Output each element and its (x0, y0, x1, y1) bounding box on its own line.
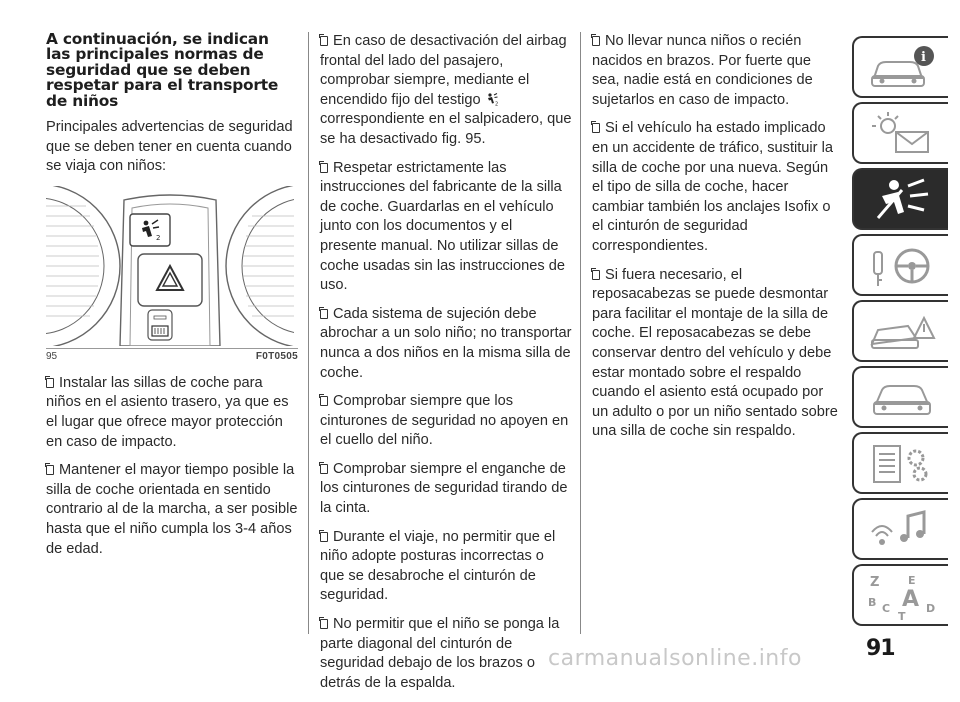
dashboard-figure (46, 186, 294, 346)
bullet-icon (320, 464, 328, 474)
bullet-icon (320, 36, 328, 46)
tab-specs[interactable] (852, 432, 948, 494)
list-item: Si fuera necesario, el reposacabezas se puede desmontar para facilitar el montaje de la silla de coche. El reposacabezas se debe conservar dentro del vehículo y debe estar montado sobre el respaldo cuando el asiento está ocupado por un adulto o por un niño sentado sobre una silla de coche sin respaldo. (592, 266, 838, 440)
intro-paragraph: Principales advertencias de seguridad que se deben tener en cuenta cuando se viaja con niños: (46, 119, 293, 175)
figure-caption (46, 348, 298, 363)
middle-column (320, 32, 572, 702)
svg-text:i: i (921, 50, 926, 65)
list-item: Durante el viaje, no permitir que el niño adopte posturas incorrectas o que se desabroche el cinturón de seguridad. (320, 528, 556, 604)
svg-text:T: T (898, 610, 906, 620)
bullet-icon (592, 123, 600, 133)
svg-text:Z: Z (870, 575, 880, 590)
svg-text:D: D (926, 602, 936, 615)
car-breakdown-icon (868, 308, 938, 356)
bullet-icon (46, 378, 54, 388)
tab-warning-lights[interactable] (852, 102, 948, 164)
figure-number: 95 (46, 350, 58, 362)
tab-car-info[interactable] (852, 36, 948, 98)
watermark: carmanualsonline.info (548, 646, 802, 671)
page-number: 91 (866, 636, 895, 661)
bullet-icon (320, 532, 328, 542)
svg-text:B: B (868, 596, 877, 609)
warning-light-message-icon (868, 110, 938, 158)
list-item: Comprobar siempre que los cinturones de seguridad no apoyen en el cuello del niño. (320, 393, 569, 449)
list-item: Si el vehículo ha estado implicado en un accidente de tráfico, sustituir la silla de coche por una nueva. Según el tipo de silla de coche, hacer cambiar también los anclajes Isofix o el cinturón de seguridad correspondientes. (592, 120, 833, 254)
car-info-icon (868, 44, 938, 92)
list-item: No llevar nunca niños o recién nacidos en brazos. Por fuerte que sea, nadie está en condiciones de sujetarlos en caso de impacto. (592, 33, 813, 108)
right-column (592, 32, 842, 451)
bullet-icon (592, 270, 600, 280)
figure-code: F0T0505 (255, 350, 298, 362)
car-maintenance-icon (868, 374, 938, 422)
column-divider (308, 32, 309, 634)
bullet-icon (592, 36, 600, 46)
left-column (46, 32, 298, 568)
list-item: Comprobar siempre el enganche de los cinturones de seguridad tirando de la cinta. (320, 460, 568, 517)
list-item: Mantener el mayor tiempo posible la silla de coche orientada en sentido contrario al de la marcha, a ser posible hasta que el niño cumpla los 3-4 años de edad. (46, 462, 298, 557)
list-item: Cada sistema de sujeción debe abrochar a un solo niño; no transportar nunca a dos niños en la misma silla de coche. (320, 305, 572, 381)
list-item: No permitir que el niño se ponga la parte diagonal del cinturón de seguridad debajo de los brazos o detrás de la espalda. (320, 616, 560, 691)
bullet-icon (320, 619, 328, 629)
column-divider (580, 32, 581, 634)
svg-text:A: A (902, 587, 920, 612)
tab-multimedia[interactable] (852, 498, 948, 560)
tab-emergency[interactable] (852, 300, 948, 362)
svg-text:C: C (882, 602, 891, 615)
section-heading: A continuación, se indican las principales normas de seguridad que se deben respetar para el transporte de niños (46, 30, 279, 110)
tab-maintenance[interactable] (852, 366, 948, 428)
key-steering-wheel-icon (868, 242, 938, 290)
bullet-icon (320, 163, 328, 173)
dashboard-illustration (46, 186, 294, 346)
svg-text:E: E (908, 574, 916, 587)
bullet-icon (320, 309, 328, 319)
airbag-off-icon (485, 92, 499, 106)
tab-driving[interactable] (852, 234, 948, 296)
list-item: Respetar estrictamente las instrucciones del fabricante de la silla de coche. Guardarlas en el vehículo junto con los documentos y el presente manual. No utilizar sillas de coche usadas sin las instrucciones de uso. (320, 159, 565, 294)
alphabetical-index-icon (868, 572, 938, 620)
svg-text:2: 2 (494, 101, 498, 106)
tab-index[interactable] (852, 564, 948, 626)
svg-text:2: 2 (156, 233, 161, 242)
list-item: En caso de desactivación del airbag frontal del lado del pasajero, comprobar siempre, mediante el encendido fijo del testigo 2 correspondiente en el salpicadero, que se ha desactivado fig. 95. (320, 33, 572, 147)
specs-gears-icon (868, 440, 938, 488)
list-item: Instalar las sillas de coche para niños en el asiento trasero, ya que es el lugar que ofrece mayor protección en caso de impacto. (46, 374, 289, 450)
tab-safety[interactable] (852, 168, 948, 230)
seatbelt-airbag-icon (868, 176, 938, 224)
bullet-icon (320, 396, 328, 406)
multimedia-icon (868, 506, 938, 554)
bullet-icon (46, 465, 54, 475)
